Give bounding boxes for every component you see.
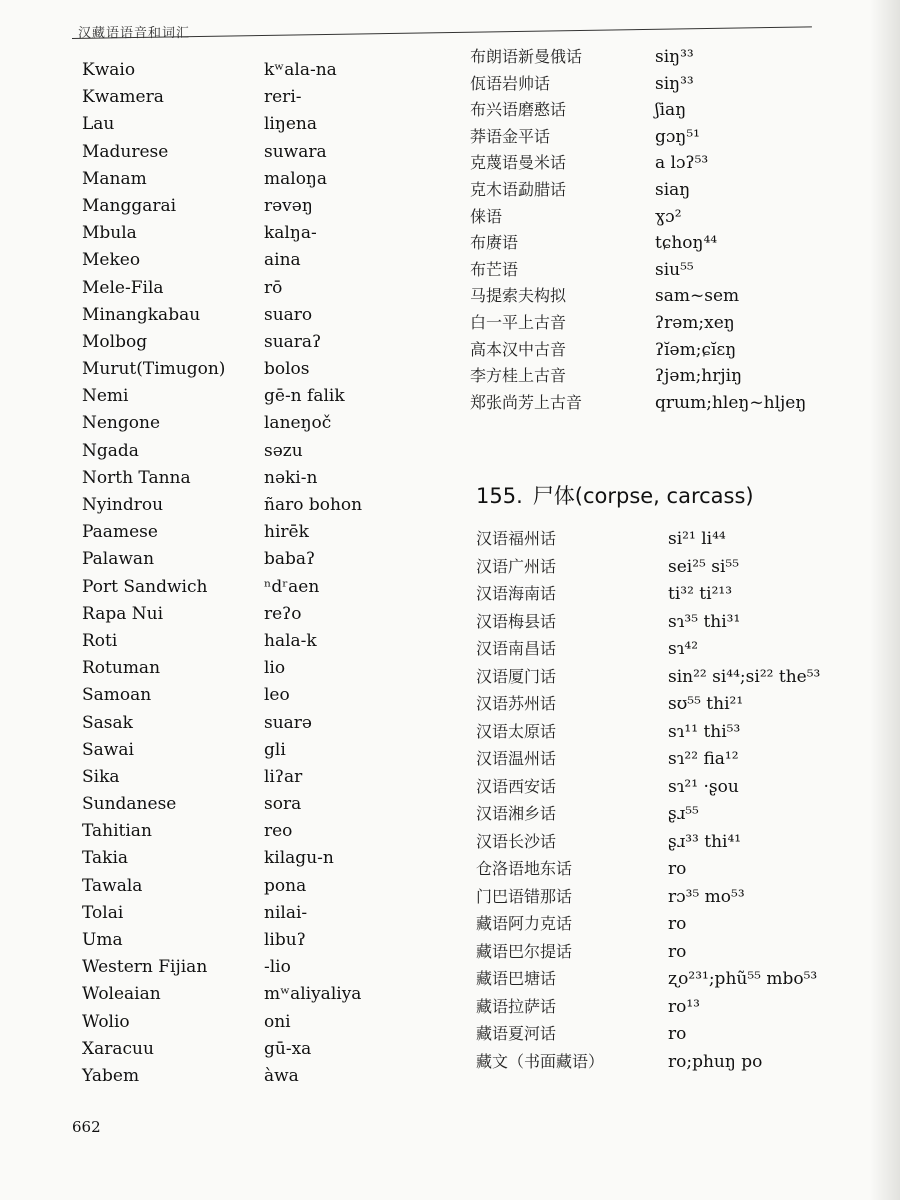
word-form: nəki-n — [264, 467, 318, 488]
entry-row — [470, 257, 870, 284]
word-form: sin²² si⁴⁴;si²² the⁵³ — [668, 666, 821, 687]
language-name: 郑张尚芳上古音 — [470, 392, 583, 412]
entry-row — [476, 939, 876, 967]
language-name: 藏语巴塘话 — [476, 969, 557, 988]
word-form: oni — [264, 1011, 291, 1032]
language-name: Rotuman — [82, 658, 161, 679]
language-name: 高本汉中古音 — [470, 339, 567, 359]
word-form: ñaro bohon — [264, 495, 363, 515]
entry-row — [82, 278, 412, 305]
language-name: Nemi — [82, 386, 129, 407]
word-form: siŋ³³ — [655, 47, 694, 67]
word-form: ro — [668, 1024, 687, 1044]
word-form: ⁿdʳaen — [264, 576, 320, 597]
word-form: gē-n falik — [264, 386, 345, 407]
entry-row — [470, 230, 870, 257]
word-form: sɿ²¹ ·ʂou — [668, 776, 739, 797]
language-name: Ngada — [82, 440, 139, 461]
word-form: siu⁵⁵ — [655, 259, 694, 280]
entry-row — [82, 930, 412, 957]
running-head: 汉藏语语音和词汇 — [78, 26, 191, 41]
entry-row — [82, 848, 412, 875]
word-form: ʔĭəm;ɕĭɛŋ — [655, 339, 737, 360]
language-name: 汉语海南话 — [476, 584, 557, 603]
language-name: Wolio — [82, 1011, 130, 1032]
language-name: 汉语西安话 — [476, 776, 557, 796]
word-form: nilai- — [264, 902, 308, 923]
language-name: 马提索夫构拟 — [470, 286, 567, 306]
entry-row — [82, 1039, 412, 1066]
entry-row — [82, 60, 412, 87]
entry-row — [470, 124, 870, 151]
entry-row — [82, 1012, 412, 1039]
word-form: suarə — [264, 712, 312, 733]
word-form: gū-xa — [264, 1038, 312, 1059]
entry-row — [470, 363, 870, 390]
entry-row — [82, 522, 412, 549]
language-name: Minangkabau — [82, 304, 201, 325]
word-form: qrɯm;hleŋ~hljeŋ — [655, 392, 807, 413]
entry-row — [82, 142, 412, 169]
word-form: ʃiaŋ — [655, 100, 687, 121]
language-name: 门巴语错那话 — [476, 886, 573, 906]
language-name: 克蔑语曼米话 — [470, 153, 567, 173]
language-name: Roti — [82, 630, 118, 651]
language-name: Rapa Nui — [82, 603, 164, 624]
word-form: a lɔʔ⁵³ — [655, 153, 709, 174]
section-heading — [476, 480, 764, 510]
entry-row — [82, 468, 412, 495]
entry-row — [82, 196, 412, 223]
language-name: Mele-Fila — [82, 277, 164, 298]
entry-row — [82, 876, 412, 903]
language-name: Yabem — [82, 1065, 140, 1086]
word-form: sɿ⁴² — [668, 639, 699, 659]
language-name: 汉语温州话 — [476, 749, 557, 768]
language-name: 汉语广州话 — [476, 556, 557, 576]
entry-row — [82, 604, 412, 631]
word-form: ʂɹ³³ thi⁴¹ — [668, 831, 742, 852]
language-name: Sasak — [82, 712, 133, 733]
word-form: suaro — [264, 304, 313, 325]
language-name: Port Sandwich — [82, 576, 208, 597]
word-form: rəvəŋ — [264, 195, 313, 216]
entry-row — [476, 801, 876, 829]
word-form: səzu — [264, 440, 303, 461]
language-name: Takia — [82, 848, 129, 869]
word-form: aina — [264, 250, 301, 271]
entry-row — [82, 740, 412, 767]
language-name: Sundanese — [82, 794, 177, 815]
word-form: ro — [668, 859, 687, 879]
word-form: rō — [264, 277, 283, 298]
word-form: àwa — [264, 1065, 299, 1086]
word-form: kilagu-n — [264, 848, 334, 869]
entry-row — [476, 1049, 876, 1077]
entry-row — [82, 957, 412, 984]
word-form: pona — [264, 875, 307, 896]
word-form: reri- — [264, 87, 302, 108]
entry-row — [82, 305, 412, 332]
language-name: 藏语夏河话 — [476, 1024, 557, 1043]
word-form: sɿ³⁵ thi³¹ — [668, 611, 741, 632]
word-form: tɕhoŋ⁴⁴ — [655, 233, 718, 254]
word-form: mʷaliyaliya — [264, 984, 362, 1005]
language-name: 汉语太原话 — [476, 721, 557, 741]
entry-row — [470, 283, 870, 310]
word-form: lio — [264, 658, 286, 679]
entry-row — [476, 856, 876, 884]
word-form: suwara — [264, 141, 327, 162]
entry-row — [82, 169, 412, 196]
word-form: leo — [264, 685, 290, 706]
word-form: ti³² ti²¹³ — [668, 584, 733, 604]
language-name: 佤语岩帅话 — [470, 73, 551, 93]
word-form: hala-k — [264, 630, 317, 651]
language-name: Kwaio — [82, 60, 136, 80]
entry-row — [476, 636, 876, 664]
word-form: ʔrəm;xeŋ — [655, 312, 735, 333]
word-form: ʐo²³¹;phũ⁵⁵ mbo⁵³ — [668, 969, 818, 989]
language-name: 布赓语 — [470, 233, 519, 253]
language-name: 汉语南昌话 — [476, 639, 557, 658]
language-name: 汉语湘乡话 — [476, 804, 557, 823]
language-name: 藏语阿力克话 — [476, 914, 573, 933]
entry-row — [476, 911, 876, 939]
language-name: Sawai — [82, 739, 134, 760]
entry-row — [82, 794, 412, 821]
entry-row — [470, 310, 870, 337]
word-form: ro¹³ — [668, 996, 700, 1017]
entry-row — [82, 413, 412, 440]
entry-row — [470, 177, 870, 204]
entry-row — [82, 658, 412, 685]
language-name: Uma — [82, 930, 123, 950]
word-form: suaraʔ — [264, 331, 322, 352]
entry-row — [82, 332, 412, 359]
word-form: bolos — [264, 359, 310, 380]
entry-row — [470, 150, 870, 177]
entry-row — [470, 44, 870, 71]
word-form: maloŋa — [264, 168, 328, 189]
page-number: 662 — [72, 1118, 101, 1136]
word-form: laneŋoč — [264, 413, 332, 434]
entry-row — [82, 441, 412, 468]
language-name: Kwamera — [82, 87, 164, 108]
language-name: 汉语苏州话 — [476, 694, 557, 713]
word-form: kʷala-na — [264, 60, 337, 80]
word-form: sɿ²² fia¹² — [668, 749, 739, 769]
language-name: 汉语长沙话 — [476, 831, 557, 851]
language-name: Nengone — [82, 413, 161, 434]
entry-row — [476, 719, 876, 747]
word-form: sei²⁵ si⁵⁵ — [668, 556, 740, 577]
language-name: Paamese — [82, 522, 158, 543]
entry-row — [82, 821, 412, 848]
word-form: sora — [264, 794, 302, 815]
language-name: 布兴语磨憨话 — [470, 100, 567, 120]
word-form: kalŋa- — [264, 223, 317, 244]
word-form: libuʔ — [264, 930, 306, 950]
entry-row — [82, 685, 412, 712]
language-name: Western Fijian — [82, 957, 208, 978]
entry-row — [82, 250, 412, 277]
entry-row — [82, 386, 412, 413]
entry-row — [470, 204, 870, 231]
entry-row — [476, 581, 876, 609]
language-name: 莽语金平话 — [470, 126, 551, 146]
entry-row — [82, 549, 412, 576]
word-form: reʔo — [264, 603, 302, 624]
language-name: Manggarai — [82, 195, 177, 216]
word-form: sʊ⁵⁵ thi²¹ — [668, 694, 744, 714]
language-name: Woleaian — [82, 984, 161, 1005]
entry-row — [82, 631, 412, 658]
entry-row — [470, 71, 870, 98]
language-name: Lau — [82, 114, 115, 135]
language-name: Manam — [82, 168, 147, 189]
word-form: ɣɔ² — [655, 206, 682, 227]
entry-row — [82, 87, 412, 114]
language-name: Tahitian — [82, 821, 152, 842]
word-form: ʂɹ⁵⁵ — [668, 804, 699, 824]
language-name: Madurese — [82, 141, 169, 162]
language-name: Tawala — [82, 875, 143, 896]
entry-row — [476, 664, 876, 692]
entry-row — [82, 114, 412, 141]
entry-row — [82, 1066, 412, 1093]
language-name: 藏语巴尔提话 — [476, 941, 573, 961]
entry-row — [476, 966, 876, 994]
language-name: 克木语勐腊话 — [470, 179, 567, 199]
language-name: 俫语 — [470, 206, 503, 226]
word-form: ro — [668, 914, 687, 934]
language-name: 仓洛语地东话 — [476, 859, 573, 878]
language-name: Murut(Timugon) — [82, 359, 226, 380]
entry-row — [476, 1021, 876, 1049]
entry-row — [476, 774, 876, 802]
language-name: Mekeo — [82, 250, 141, 271]
word-form: ʔjəm;hrjiŋ — [655, 366, 743, 387]
word-form: liŋena — [264, 114, 317, 135]
language-name: 布朗语新曼俄话 — [470, 47, 583, 66]
word-form: sam~sem — [655, 286, 740, 307]
left-column-entries — [82, 60, 412, 1093]
entry-row — [476, 554, 876, 582]
word-form: sɿ¹¹ thi⁵³ — [668, 721, 741, 742]
word-form: rɔ³⁵ mo⁵³ — [668, 886, 745, 907]
language-name: Palawan — [82, 549, 155, 570]
language-name: Tolai — [82, 902, 124, 923]
language-name: 布芒语 — [470, 259, 519, 279]
language-name: Sika — [82, 766, 120, 787]
entry-row — [82, 359, 412, 386]
word-form: gɔŋ⁵¹ — [655, 126, 700, 147]
entry-row — [82, 903, 412, 930]
entry-row — [476, 691, 876, 719]
entry-row — [476, 746, 876, 774]
word-form: gli — [264, 739, 286, 760]
language-name: 汉语厦门话 — [476, 666, 557, 686]
word-form: siŋ³³ — [655, 73, 694, 94]
language-name: 汉语福州话 — [476, 529, 557, 548]
word-form: babaʔ — [264, 549, 316, 570]
word-form: ro — [668, 941, 687, 962]
entry-row — [82, 223, 412, 250]
word-form: liʔar — [264, 766, 303, 787]
entry-row — [476, 829, 876, 857]
entry-row — [82, 577, 412, 604]
word-form: siaŋ — [655, 179, 691, 200]
language-name: Molbog — [82, 331, 148, 352]
language-name: 汉语梅县话 — [476, 611, 557, 631]
language-name: Samoan — [82, 685, 152, 706]
language-name: 白一平上古音 — [470, 312, 567, 332]
language-name: 李方桂上古音 — [470, 366, 567, 386]
right-column-bottom-entries — [476, 526, 876, 1076]
word-form: -lio — [264, 957, 291, 978]
entry-row — [470, 97, 870, 124]
language-name: Xaracuu — [82, 1038, 154, 1059]
word-form: si²¹ li⁴⁴ — [668, 529, 726, 549]
entry-row — [82, 767, 412, 794]
entry-row — [476, 884, 876, 912]
entry-row — [82, 713, 412, 740]
word-form: reo — [264, 821, 293, 842]
language-name: Nyindrou — [82, 495, 164, 515]
word-form: ro;phuŋ po — [668, 1051, 763, 1072]
section-title: 尸体(corpse, carcass) — [532, 484, 754, 508]
section-number: 155. — [476, 484, 523, 508]
entry-row — [470, 337, 870, 364]
entry-row — [476, 609, 876, 637]
word-form: hirēk — [264, 522, 309, 543]
right-column-top-entries — [470, 44, 870, 416]
language-name: 藏文（书面藏语） — [476, 1051, 605, 1071]
entry-row — [476, 994, 876, 1022]
entry-row — [470, 390, 870, 417]
language-name: 藏语拉萨话 — [476, 996, 557, 1016]
language-name: Mbula — [82, 223, 137, 244]
entry-row — [82, 984, 412, 1011]
language-name: North Tanna — [82, 467, 191, 488]
entry-row — [476, 526, 876, 554]
entry-row — [82, 495, 412, 522]
